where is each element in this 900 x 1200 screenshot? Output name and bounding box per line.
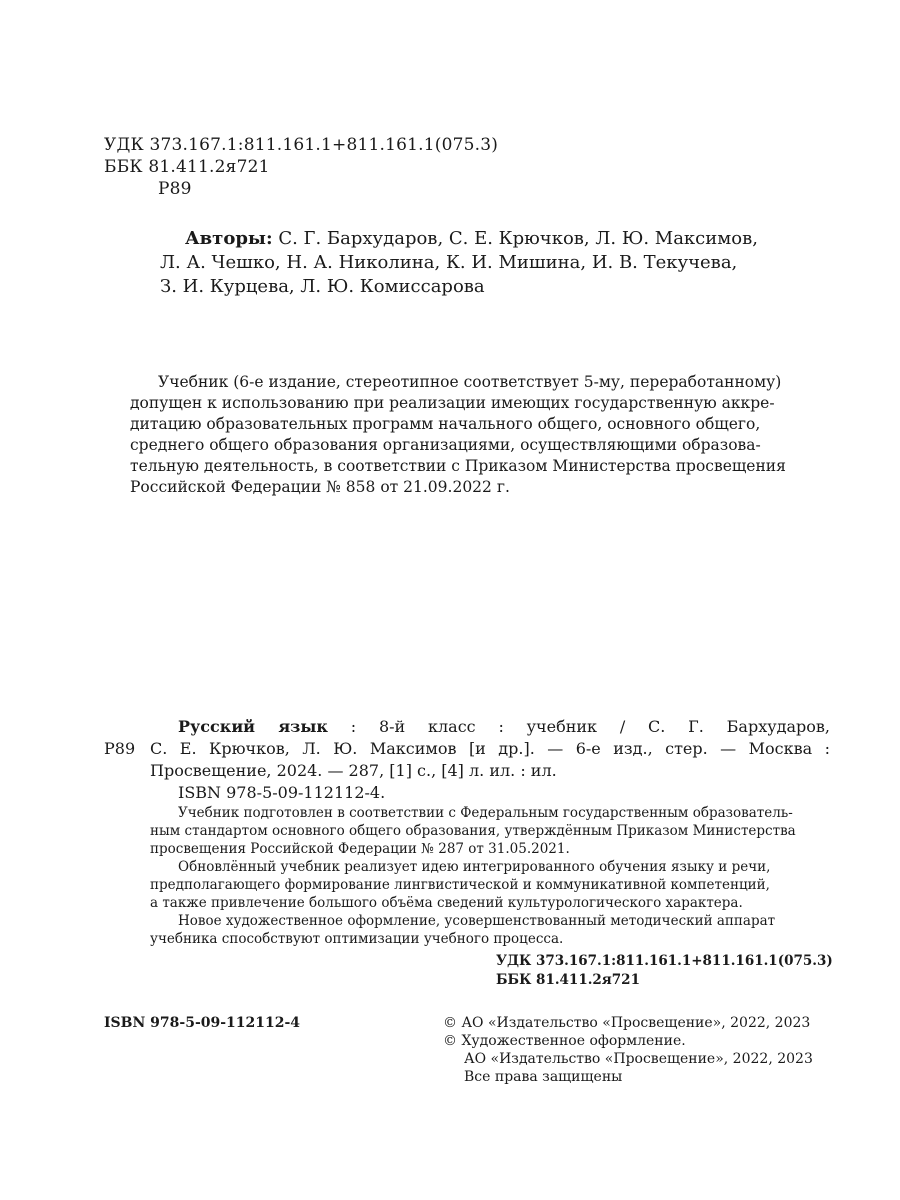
approval-line-5: тельную деятельность, в соответствии с Приказом Министерства просвещения [130, 457, 786, 475]
authors-line-3: З. И. Курцева, Л. Ю. Комиссарова [160, 276, 485, 297]
biblio-line-1 [178, 716, 830, 737]
biblio-code: Р89 [104, 739, 136, 758]
authors-line-1 [185, 227, 758, 251]
annotation-line-3: просвещения Российской Федерации № 287 от 31.05.2021. [150, 841, 570, 857]
annotation-udk: УДК 373.167.1:811.161.1+811.161.1(075.3) [496, 953, 833, 969]
annotation-line-8: учебника способствуют оптимизации учебного процесса. [150, 931, 564, 947]
book-title: Русский язык [178, 717, 328, 736]
approval-line-2: допущен к использованию при реализации имеющих государственную аккре- [130, 394, 775, 412]
bbk-header-line: ББК 81.411.2я721 [104, 157, 270, 177]
annotation-line-1: Учебник подготовлен в соответствии с Федеральным государственным образователь- [178, 805, 793, 821]
udk-header-line: УДК 373.167.1:811.161.1+811.161.1(075.3) [104, 135, 499, 155]
annotation-line-5: предполагающего формирование лингвистической и коммуникативной компетенций, [150, 877, 770, 893]
copyright-publisher: © АО «Издательство «Просвещение», 2022, 2023 [443, 1015, 811, 1031]
authors-label: Авторы: [185, 228, 273, 249]
approval-line-3: дитацию образовательных программ начального общего, основного общего, [130, 415, 761, 433]
copyright-design: © Художественное оформление. [443, 1033, 686, 1049]
biblio-isbn: ISBN 978-5-09-112112-4. [178, 783, 386, 802]
copyright-design-publisher: АО «Издательство «Просвещение», 2022, 2023 [464, 1051, 813, 1067]
approval-line-6: Российской Федерации № 858 от 21.09.2022 г. [130, 478, 510, 496]
annotation-line-7: Новое художественное оформление, усовершенствованный методический аппарат [178, 913, 776, 929]
biblio-line-1-rest: : 8-й класс : учебник / С. Г. Бархударов, [327, 717, 830, 736]
rights-reserved: Все права защищены [464, 1069, 623, 1085]
annotation-bbk: ББК 81.411.2я721 [496, 972, 640, 988]
annotation-line-2: ным стандартом основного общего образования, утверждённым Приказом Министерства [150, 823, 796, 839]
approval-line-1: Учебник (6-е издание, стереотипное соответствует 5-му, переработанному) [158, 373, 782, 391]
footer-isbn: ISBN 978-5-09-112112-4 [104, 1015, 301, 1031]
annotation-line-6: а также привлечение большого объёма сведений культурологического характера. [150, 895, 743, 911]
biblio-line-3: Просвещение, 2024. — 287, [1] с., [4] л. ил. : ил. [150, 761, 557, 780]
annotation-line-4: Обновлённый учебник реализует идею интегрированного обучения языку и речи, [178, 859, 771, 875]
biblio-line-2: С. Е. Крючков, Л. Ю. Максимов [и др.]. — 6-е изд., стер. — Москва : [150, 739, 830, 758]
approval-line-4: среднего общего образования организациями, осуществляющими образова- [130, 436, 761, 454]
author-code: Р89 [158, 179, 192, 199]
authors-names-1: С. Г. Бархударов, С. Е. Крючков, Л. Ю. Максимов, [272, 228, 758, 249]
authors-line-2: Л. А. Чешко, Н. А. Николина, К. И. Мишина, И. В. Текучева, [160, 252, 738, 273]
